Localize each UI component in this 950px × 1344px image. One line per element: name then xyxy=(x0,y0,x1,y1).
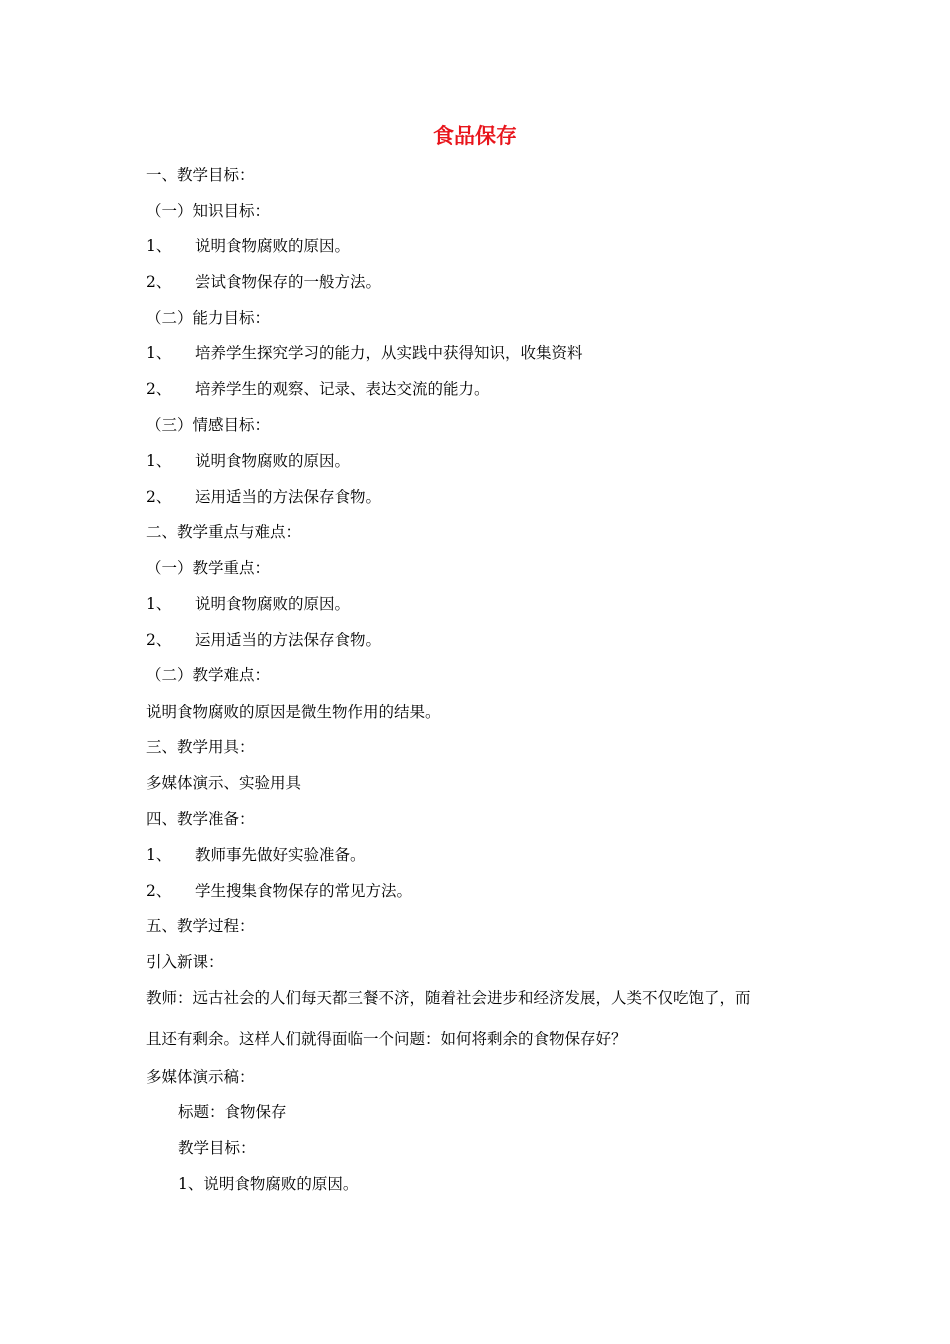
section-heading: 三、教学用具： xyxy=(146,738,255,756)
paragraph: 教师：远古社会的人们每天都三餐不济，随着社会进步和经济发展，人类不仅吃饱了，而 xyxy=(146,989,751,1007)
paragraph: 多媒体演示、实验用具 xyxy=(146,774,302,792)
section-heading: 二、教学重点与难点： xyxy=(146,523,302,541)
list-item: 2、 学生搜集食物保存的常见方法。 xyxy=(146,882,413,900)
list-item: 1、 说明食物腐败的原因。 xyxy=(146,237,351,255)
subsection-heading: （二）能力目标： xyxy=(146,309,271,327)
paragraph: 标题：食物保存 xyxy=(178,1103,287,1121)
paragraph: 教学目标： xyxy=(178,1139,256,1157)
paragraph: 引入新课： xyxy=(146,953,224,971)
section-heading: 一、教学目标： xyxy=(146,166,255,184)
subsection-heading: （二）教学难点： xyxy=(146,666,271,684)
paragraph: 说明食物腐败的原因是微生物作用的结果。 xyxy=(146,703,441,721)
list-item: 1、 说明食物腐败的原因。 xyxy=(146,452,351,470)
document-title: 食品保存 xyxy=(433,124,517,148)
list-item: 1、 教师事先做好实验准备。 xyxy=(146,846,366,864)
section-heading: 五、教学过程： xyxy=(146,917,255,935)
list-item: 2、 运用适当的方法保存食物。 xyxy=(146,631,382,649)
paragraph: 多媒体演示稿： xyxy=(146,1068,255,1086)
list-item: 2、 培养学生的观察、记录、表达交流的能力。 xyxy=(146,380,490,398)
list-item: 1、 培养学生探究学习的能力，从实践中获得知识，收集资料 xyxy=(146,344,583,362)
section-heading: 四、教学准备： xyxy=(146,810,255,828)
subsection-heading: （一）知识目标： xyxy=(146,202,271,220)
subsection-heading: （一）教学重点： xyxy=(146,559,271,577)
list-item: 2、 运用适当的方法保存食物。 xyxy=(146,488,382,506)
list-item: 1、 说明食物腐败的原因。 xyxy=(146,595,351,613)
list-item: 2、 尝试食物保存的一般方法。 xyxy=(146,273,382,291)
paragraph: 1、说明食物腐败的原因。 xyxy=(178,1175,359,1193)
paragraph: 且还有剩余。这样人们就得面临一个问题：如何将剩余的食物保存好？ xyxy=(146,1030,627,1048)
subsection-heading: （三）情感目标： xyxy=(146,416,271,434)
